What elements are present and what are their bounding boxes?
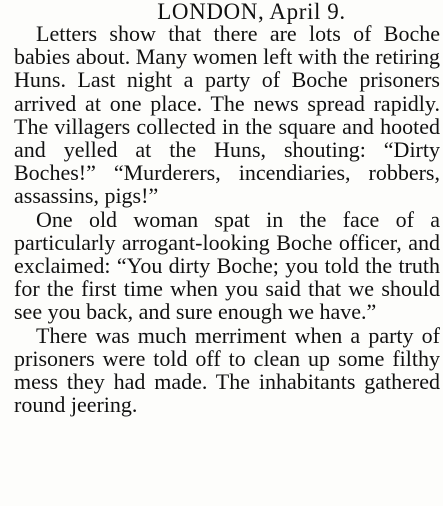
paragraph-1: Letters show that there are lots of Boche babies about. Many women left with the retiring Huns. Last night a party of Boche prisoners arrived at one place. The news spread rapidly. The villagers collected in the square and hooted and yelled at the Huns, shouting: “Dirty Boches!” “Murderers, incendiaries, robbers, assassins, pigs!” xyxy=(14,21,440,209)
paragraph-3: There was much merriment when a party of prisoners were told off to clean up some filthy mess they had made. The inhabitants gathered round jeering. xyxy=(14,322,440,418)
dateline: LONDON, April 9. xyxy=(157,0,346,24)
paragraph-2: One old woman spat in the face of a particularly arrogant-looking Boche officer, and exclaimed: “You dirty Boche; you told the truth for the first time when you said that we should see you back, and sure enough we have.” xyxy=(14,206,440,325)
article-body xyxy=(14,22,440,416)
